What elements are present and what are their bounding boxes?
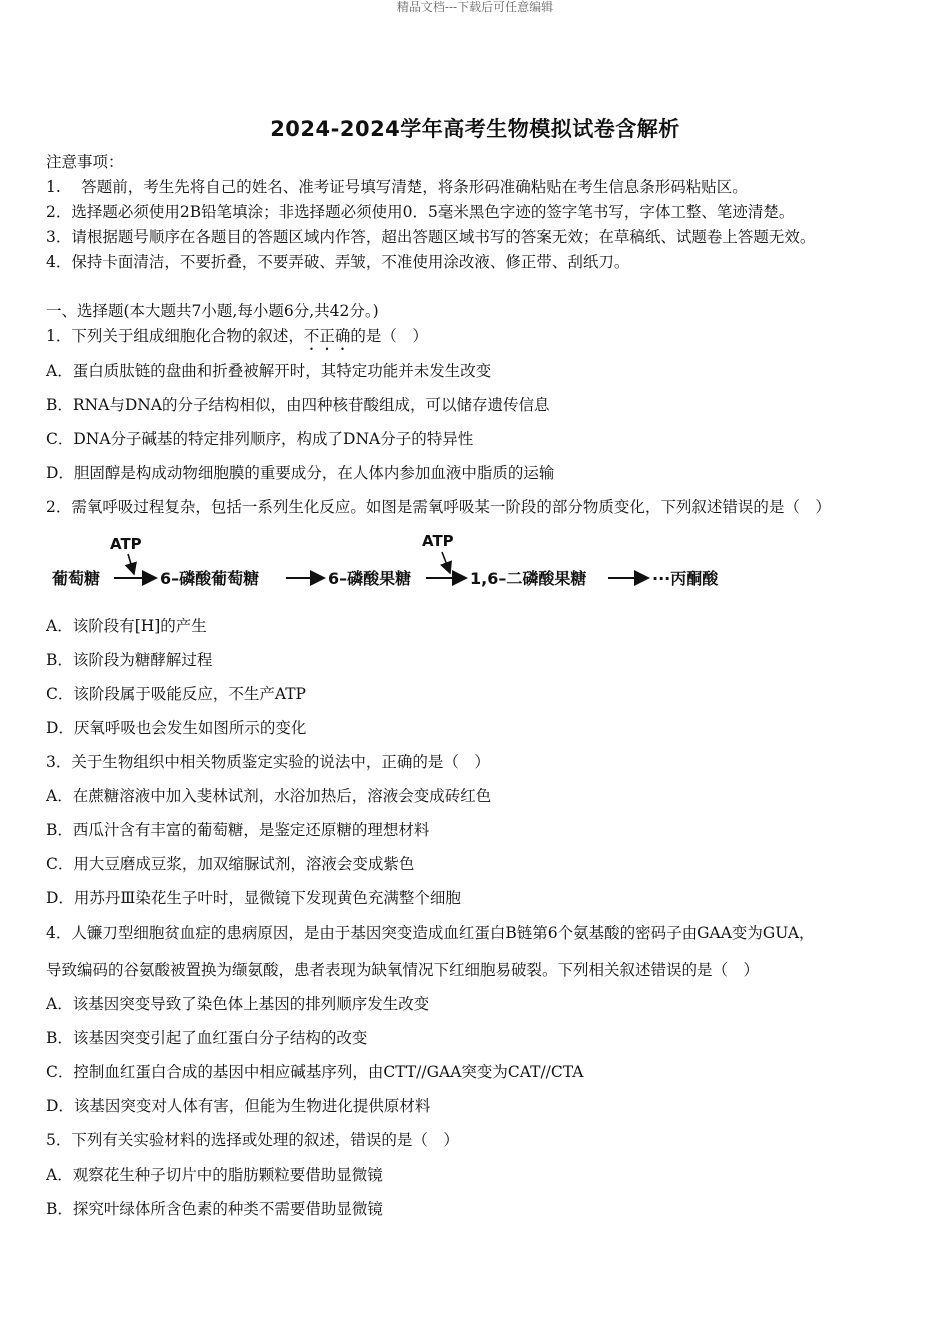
node-pyruvate: ···丙酮酸 <box>652 569 719 588</box>
glycolysis-diagram <box>52 526 742 598</box>
q3-option-b: B．西瓜汁含有丰富的葡萄糖，是鉴定还原糖的理想材料 <box>46 821 430 839</box>
q1-option-c: C．DNA分子碱基的特定排列顺序，构成了DNA分子的特异性 <box>46 430 474 448</box>
question-3-stem: 3．关于生物组织中相关物质鉴定实验的说法中，正确的是（ ） <box>46 753 490 771</box>
q1-stem-part: 的是（ ） <box>350 327 428 345</box>
q2-option-a: A．该阶段有[H]的产生 <box>46 617 207 635</box>
question-4-stem-line1: 4．人镰刀型细胞贫血症的患病原因，是由于基因突变造成血红蛋白B链第6个氨基酸的密码子由GAA变为GUA， <box>46 924 815 942</box>
q2-option-d: D．厌氧呼吸也会发生如图所示的变化 <box>46 719 307 737</box>
q2-option-b: B．该阶段为糖酵解过程 <box>46 651 213 669</box>
q4-option-a: A．该基因突变导致了染色体上基因的排列顺序发生改变 <box>46 995 430 1013</box>
section-heading: 一、选择题(本大题共7小题,每小题6分,共42分。) <box>46 302 379 320</box>
note-item: 3．请根据题号顺序在各题目的答题区域内作答，超出答题区域书写的答案无效；在草稿纸、试题卷上答题无效。 <box>46 228 816 246</box>
question-2-stem: 2．需氧呼吸过程复杂，包括一系列生化反应。如图是需氧呼吸某一阶段的部分物质变化，下列叙述错误的是（ ） <box>46 498 831 516</box>
atp-label: ATP <box>110 535 142 553</box>
q4-option-b: B．该基因突变引起了血红蛋白分子结构的改变 <box>46 1029 368 1047</box>
q4-option-d: D．该基因突变对人体有害，但能为生物进化提供原材料 <box>46 1097 431 1115</box>
note-item: 2．选择题必须使用2B铅笔填涂；非选择题必须使用0．5毫米黑色字迹的签字笔书写，字体工整、笔迹清楚。 <box>46 203 795 221</box>
node-glucose: 葡萄糖 <box>52 569 101 588</box>
note-item: 1. 答题前，考生先将自己的姓名、准考证号填写清楚，将条形码准确粘贴在考生信息条形码粘贴区。 <box>46 178 748 196</box>
node-f6p: 6–磷酸果糖 <box>328 569 412 588</box>
note-item: 4．保持卡面清洁，不要折叠，不要弄破、弄皱，不准使用涂改液、修正带、刮纸刀。 <box>46 253 630 271</box>
question-5-stem: 5．下列有关实验材料的选择或处理的叙述，错误的是（ ） <box>46 1131 459 1149</box>
q4-option-c: C．控制血红蛋白合成的基因中相应碱基序列，由CTT//GAA突变为CAT//CTA <box>46 1063 584 1081</box>
q3-option-a: A．在蔗糖溶液中加入斐林试剂，水浴加热后，溶液会变成砖红色 <box>46 787 492 805</box>
q1-stem-part: 1．下列关于组成细胞化合物的叙述， <box>46 327 304 345</box>
q5-option-b: B．探究叶绿体所含色素的种类不需要借助显微镜 <box>46 1200 383 1218</box>
q1-option-a: A．蛋白质肽链的盘曲和折叠被解开时，其特定功能并未发生改变 <box>46 362 492 380</box>
question-1-stem <box>46 326 428 354</box>
atp-label: ATP <box>422 532 454 550</box>
q2-option-c: C．该阶段属于吸能反应，不生产ATP <box>46 685 306 703</box>
node-f16bp: 1,6–二磷酸果糖 <box>470 569 587 588</box>
q3-option-d: D．用苏丹Ⅲ染花生子叶时，显微镜下发现黄色充满整个细胞 <box>46 889 461 907</box>
q3-option-c: C．用大豆磨成豆浆，加双缩脲试剂，溶液会变成紫色 <box>46 855 415 873</box>
notes-heading: 注意事项： <box>46 153 124 171</box>
q1-option-b: B．RNA与DNA的分子结构相似，由四种核苷酸组成，可以储存遗传信息 <box>46 396 550 414</box>
q5-option-a: A．观察花生种子切片中的脂肪颗粒要借助显微镜 <box>46 1166 383 1184</box>
q1-option-d: D．胆固醇是构成动物细胞膜的重要成分，在人体内参加血液中脂质的运输 <box>46 464 555 482</box>
page-header: 精品文档---下载后可任意编辑 <box>396 0 554 14</box>
document-title: 2024-2024学年高考生物模拟试卷含解析 <box>270 117 680 141</box>
node-g6p: 6–磷酸葡萄糖 <box>160 569 260 588</box>
question-4-stem-line2: 导致编码的谷氨酸被置换为缬氨酸，患者表现为缺氧情况下红细胞易破裂。下列相关叙述错误的是（ ） <box>46 961 760 979</box>
q1-emphasis: 不正确 <box>303 327 351 345</box>
